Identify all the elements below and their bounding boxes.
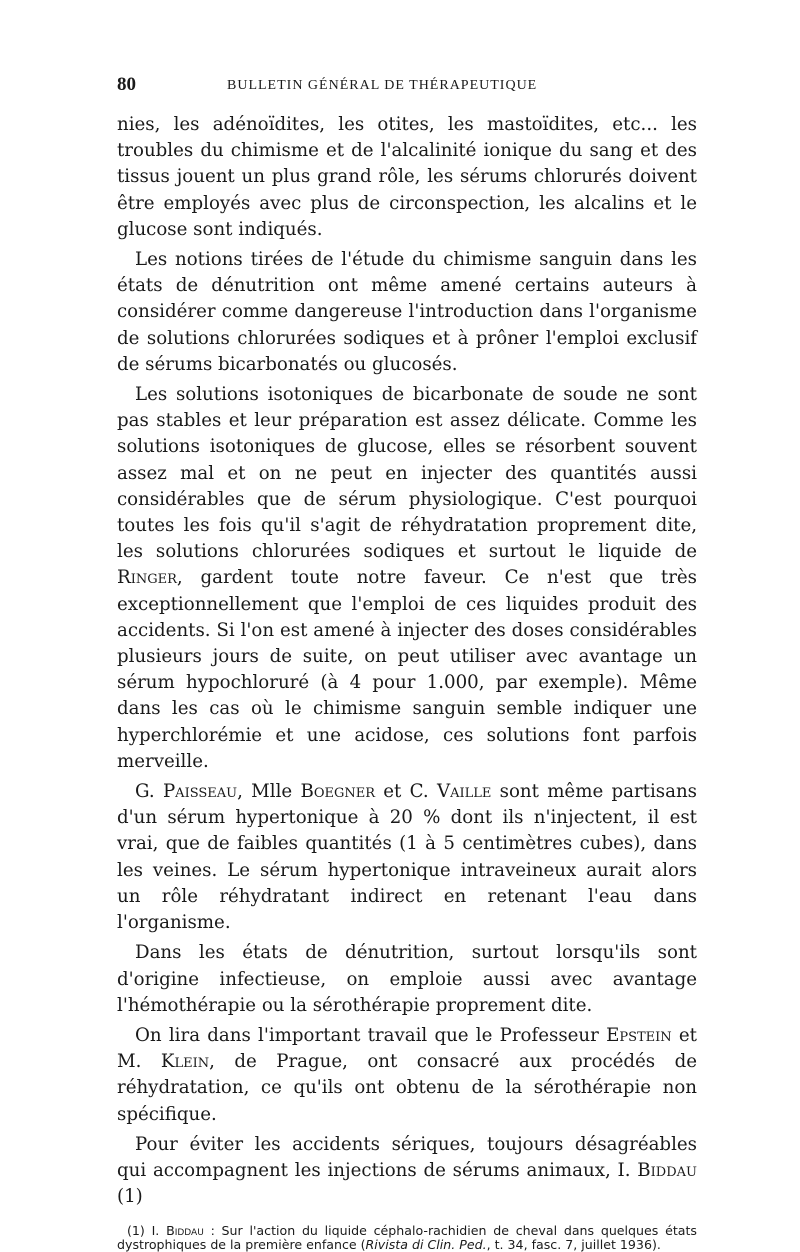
- running-head: [117, 74, 697, 100]
- journal-title: BULLETIN GÉNÉRAL DE THÉRAPEUTIQUE: [227, 78, 538, 93]
- body-text: [117, 112, 697, 1210]
- paragraph-text: On lira dans l'important travail que le Professeur: [135, 1024, 607, 1046]
- footnote-journal: Rivista di Clin. Ped.: [365, 1237, 487, 1252]
- footnote-details: , t. 34, fasc. 7, juillet 1936).: [486, 1237, 661, 1252]
- author-name: Boegner: [300, 781, 376, 803]
- paragraph-hemotherapie: Dans les états de dénutrition, surtout lorsqu'ils sont d'origine infectieuse, on emploie aussi avec avantage l'hémothérapie ou la sérothérapie proprement dite.: [117, 942, 697, 1016]
- author-name: Ringer: [117, 567, 177, 589]
- footnote-reference: (1): [117, 1186, 143, 1208]
- page-number: 80: [117, 74, 136, 95]
- paragraph-chimisme: Les notions tirées de l'étude du chimisme sanguin dans les états de dénutrition ont même amené certains auteurs à considérer comme dangereuse l'introduction dans l'organisme de solutions chlorurées sodiques et à prôner l'emploi exclusif de sérums bicarbonatés ou glucosés.: [117, 249, 697, 375]
- author-name: Vaille: [436, 781, 492, 803]
- paragraph-text: Pour éviter les accidents sériques, toujours désagréables qui accompagnent les injections de sérums animaux, I.: [117, 1133, 697, 1181]
- footnote-author: Biddau: [166, 1223, 204, 1239]
- author-name: Paisseau: [162, 781, 238, 803]
- paragraph-text: , gardent toute notre faveur. Ce n'est que très exceptionnellement que l'emploi de ces liquides produit des accidents. Si l'on est amené à injecter des doses considérables plusieurs jours de suite, on peut utiliser avec avantage un sérum hypochloruré (à 4 pour 1.000, par exemple). Même dans les cas où le chimisme sanguin semble indiquer une hyperchlorémie et une acidose, ces solutions font parfois merveille.: [117, 567, 697, 772]
- footnote-body: : Sur l'action du liquide céphalo-rachidien de cheval dans quelques états dystrophiques de la première enfance (: [117, 1223, 697, 1252]
- footnote: [117, 1224, 697, 1252]
- paragraph-text: et M.: [117, 1024, 697, 1073]
- paragraph-text: , Mlle: [237, 781, 301, 803]
- paragraph-solutions: [117, 382, 697, 775]
- paragraph-accidents: [117, 1132, 697, 1211]
- paragraph-hypertonique: [117, 779, 697, 936]
- footnote-marker: (1) I.: [127, 1223, 167, 1239]
- author-name: Epstein: [606, 1024, 672, 1046]
- author-name: Klein: [160, 1051, 210, 1073]
- paragraph-text: G.: [135, 781, 163, 803]
- paragraph-text: Les solutions isotoniques de bicarbonate de soude ne sont pas stables et leur préparation est assez délicate. Comme les solutions isotoniques de glucose, elles se résorbent souvent assez mal et on ne peut en injecter des quantités aussi considérables que de sérum physiologique. C'est pourquoi toutes les fois qu'il s'agit de réhydratation proprement dite, les solutions chlorurées sodiques et surtout le liquide de: [117, 384, 697, 563]
- paragraph-text: , de Prague, ont consacré aux procédés de réhydratation, ce qu'ils ont obtenu de la sérothérapie non spécifique.: [117, 1051, 698, 1125]
- book-page: [117, 74, 697, 1252]
- paragraph-epstein: [117, 1023, 697, 1128]
- paragraph-text: et C.: [375, 781, 437, 803]
- paragraph-text: sont même partisans d'un sérum hypertonique à 20 % dont ils n'injectent, il est vrai, que de faibles quantités (1 à 5 centimètres cubes), dans les veines. Le sérum hypertonique intraveineux aurait alors un rôle réhydratant indirect en retenant l'eau dans l'organisme.: [117, 781, 697, 934]
- author-name: Biddau: [637, 1159, 697, 1181]
- paragraph-continued: nies, les adénoïdites, les otites, les mastoïdites, etc... les troubles du chimisme et de l'alcalinité ionique du sang et des tissus jouent un plus grand rôle, les sérums chlorurés doivent être employés avec plus de circonspection, les alcalins et le glucose sont indiqués.: [117, 114, 697, 240]
- footnote-text: [117, 1224, 697, 1252]
